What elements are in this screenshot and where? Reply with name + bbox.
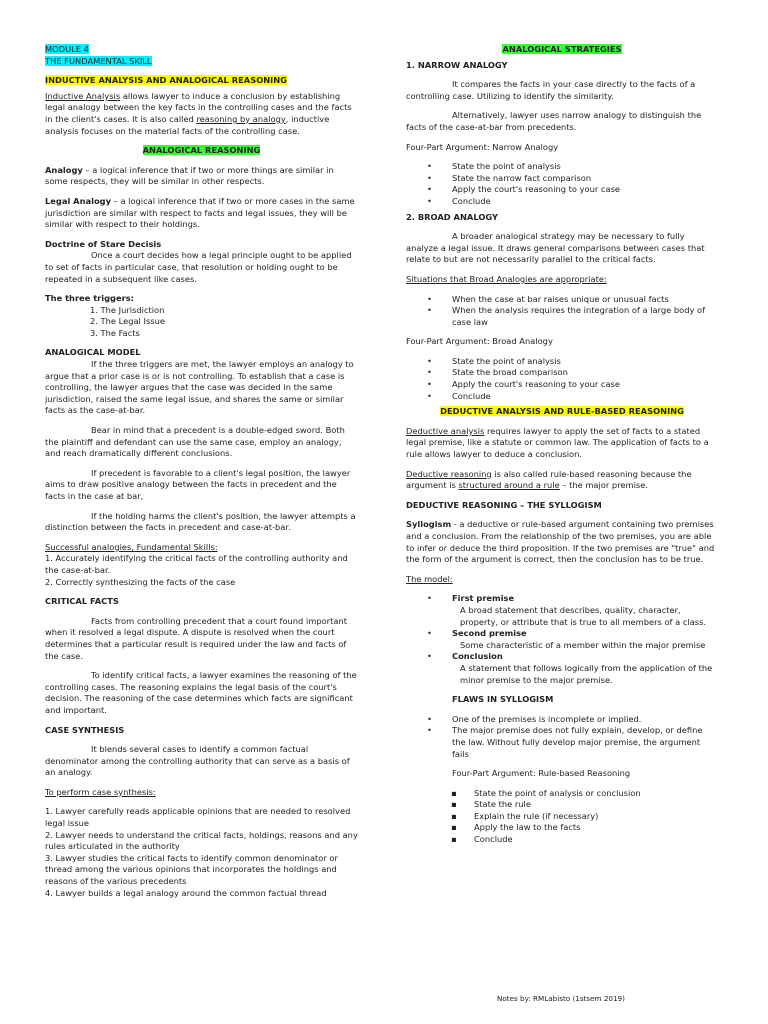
analogical-model-title: ANALOGICAL MODEL xyxy=(45,347,141,358)
syllogism-definition: Syllogism - a deductive or rule-based argument containing two premises and a conclusion. From the relationship of the two premises, you are able to infer or deduce the third proposition. If the two premises are "true" and the form of the argument is correct, then the conclusion has to be true. xyxy=(406,519,715,565)
analogical-strategies-heading: ANALOGICAL STRATEGIES xyxy=(502,44,622,54)
synthesis-step: 2. Lawyer needs to understand the critical facts, holdings, reasons and any rules articulated in the authority xyxy=(45,829,358,852)
list-item: • State the broad comparison xyxy=(452,367,718,379)
deductive-analysis-paragraph: Deductive analysis requires lawyer to apply the set of facts to a stated legal premise, like a statute or common law. The application of facts to a rule allows lawyer to deduce a conclusion. xyxy=(406,425,709,460)
list-item: • The major premise does not fully explain, develop, or define the law. Without fully develop major premise, the argument fails xyxy=(452,725,718,760)
list-item: • State the point of analysis xyxy=(452,161,718,173)
list-item: • Conclude xyxy=(452,196,718,208)
rule-four-part-label: Four-Part Argument: Rule-based Reasoning xyxy=(452,768,631,779)
deductive-heading: DEDUCTIVE ANALYSIS AND RULE-BASED REASONING xyxy=(440,406,684,417)
list-item: ▪ State the point of analysis or conclusion xyxy=(474,788,718,800)
deductive-reasoning-paragraph: Deductive reasoning is also called rule-based reasoning because the argument is structured around a rule – the major premise. xyxy=(406,468,692,491)
inductive-paragraph: Inductive Analysis allows lawyer to induce a conclusion by establishing legal analogy between the key facts in the controlling cases and the facts in the client's cases. It is also called reasoning by analogy, inductive analysis focuses on the material facts of the controlling case. xyxy=(45,90,352,136)
case-synthesis-subtitle: To perform case synthesis: xyxy=(45,786,156,797)
broad-situations-list xyxy=(406,294,718,329)
main-heading: INDUCTIVE ANALYSIS AND ANALOGICAL REASONING xyxy=(45,75,288,86)
model-paragraph: If the three triggers are met, the lawyer employs an analogy to argue that a prior case is or is not controlling. To establish that a case is controlling, the lawyer argues that the case was decided in the same jurisdiction, raised the same legal issue, and shares the same or similar facts as the case-at-bar. xyxy=(45,359,354,416)
synthesis-step: 1. Lawyer carefully reads applicable opinions that are needed to resolved legal issue xyxy=(45,806,351,829)
trigger-item: 1. The Jurisdiction xyxy=(90,304,165,315)
stare-decisis-title: Doctrine of Stare Decisis xyxy=(45,238,162,249)
broad-analogy-paragraph: A broader analogical strategy may be necessary to fully analyze a legal issue. It draws general comparisons between cases that relate to but are not necessarily parallel to the critical facts. xyxy=(406,231,705,265)
left-column xyxy=(45,44,358,899)
legal-analogy-definition: Legal Analogy – a logical inference that if two or more cases in the same jurisdiction are similar with respect to facts and legal issues, they will be similar with respect to their holdings. xyxy=(45,195,355,230)
model-paragraph: Bear in mind that a precedent is a double-edged sword. Both the plaintiff and defendant can use the same case, employ an analogy, and reach dramatically different conclusions. xyxy=(45,425,345,459)
list-item: ▪ Conclude xyxy=(474,834,718,846)
case-synthesis-paragraph: It blends several cases to identify a common factual denominator among the controlling authority that can serve as a basis of an analogy. xyxy=(45,744,350,778)
narrow-analogy-paragraph: Alternatively, lawyer uses narrow analogy to distinguish the facts of the case-at-bar from precedents. xyxy=(406,110,702,132)
list-item: • State the narrow fact comparison xyxy=(452,173,718,185)
synthesis-step: 4. Lawyer builds a legal analogy around the common factual thread xyxy=(45,887,327,898)
list-item: ▪ Apply the law to the facts xyxy=(474,822,718,834)
list-item: • When the analysis requires the integration of a large body of case law xyxy=(452,305,718,328)
flaws-list xyxy=(406,714,718,760)
critical-facts-paragraph: To identify critical facts, a lawyer examines the reasoning of the controlling cases. The reasoning explains the legal basis of the court's decision. The reasoning of the case determines which facts are significant and important. xyxy=(45,670,357,715)
premise-item: • Conclusion A statement that follows logically from the application of the minor premise to the major premise. xyxy=(452,651,718,686)
critical-facts-paragraph: Facts from controlling precedent that a court found important when it resolved a legal dispute. A dispute is resolved when the court determines that a particular result is required under the law and facts of the case. xyxy=(45,615,347,661)
narrow-analogy-paragraph: It compares the facts in your case directly to the facts of a controlling case. Utilizing to identify the similarity. xyxy=(406,79,696,101)
list-item: ▪ Explain the rule (if necessary) xyxy=(474,811,718,823)
module-label: MODULE 4 xyxy=(45,44,89,54)
skill-item: 1. Accurately identifying the critical facts of the controlling authority and the case-at-bar. xyxy=(45,553,348,575)
model-paragraph: If the holding harms the client's position, the lawyer attempts a distinction between the facts in precedent and case-at-bar. xyxy=(45,510,356,533)
broad-four-part-list xyxy=(406,356,718,402)
narrow-analogy-title: 1. NARROW ANALOGY xyxy=(406,59,508,70)
list-item: ▪ State the rule xyxy=(474,799,718,811)
list-item: • When the case at bar raises unique or unusual facts xyxy=(452,294,718,306)
critical-facts-title: CRITICAL FACTS xyxy=(45,596,119,607)
skill-item: 2. Correctly synthesizing the facts of the case xyxy=(45,576,236,587)
stare-decisis-text: Once a court decides how a legal principle ought to be applied to set of facts in particular case, that resolution or holding ought to be repeated in a subsequent like cases. xyxy=(45,250,352,284)
trigger-item: 2. The Legal Issue xyxy=(90,316,165,327)
flaws-title: FLAWS IN SYLLOGISM xyxy=(452,694,554,705)
model-paragraph: If precedent is favorable to a client's legal position, the lawyer aims to draw positive analogy between the facts in precedent and the facts in the case at bar, xyxy=(45,467,351,501)
analogical-reasoning-heading: ANALOGICAL REASONING xyxy=(142,145,261,156)
case-synthesis-title: CASE SYNTHESIS xyxy=(45,724,125,735)
premise-item: • Second premise Some characteristic of a member within the major premise xyxy=(452,628,718,651)
premise-item: • First premise A broad statement that describes, quality, character, property, or attribute that is true to all members of a class. xyxy=(452,593,718,628)
broad-four-part-label: Four-Part Argument: Broad Analogy xyxy=(406,336,553,347)
broad-analogy-title: 2. BROAD ANALOGY xyxy=(406,211,499,222)
narrow-four-part-list xyxy=(406,161,718,207)
list-item: • Conclude xyxy=(452,391,718,403)
synthesis-step: 3. Lawyer studies the critical facts to identify common denominator or thread among the various opinions that incorporates the holdings and reasons of the various precedents xyxy=(45,852,338,887)
triggers-title: The three triggers: xyxy=(45,293,134,304)
footer-notes: Notes by: RMLabisto (1stsem 2019) xyxy=(497,994,625,1003)
model-label: The model: xyxy=(406,573,453,584)
list-item: • One of the premises is incomplete or implied. xyxy=(452,714,718,726)
narrow-four-part-label: Four-Part Argument: Narrow Analogy xyxy=(406,141,559,152)
list-item: • Apply the court's reasoning to your case xyxy=(452,184,718,196)
syllogism-title: DEDUCTIVE REASONING – THE SYLLOGISM xyxy=(406,499,602,510)
list-item: • State the point of analysis xyxy=(452,356,718,368)
premises-list xyxy=(406,593,718,686)
rule-four-part-list xyxy=(406,788,718,846)
broad-situations-label: Situations that Broad Analogies are appropriate: xyxy=(406,273,607,284)
module-subtitle: THE FUNDAMENTAL SKILL xyxy=(45,55,152,66)
right-column xyxy=(406,44,718,846)
list-item: • Apply the court's reasoning to your case xyxy=(452,379,718,391)
trigger-item: 3. The Facts xyxy=(90,327,140,338)
skills-title: Successful analogies, Fundamental Skills: xyxy=(45,541,218,552)
analogy-definition: Analogy – a logical inference that if two or more things are similar in some respects, they will be similar in other respects. xyxy=(45,164,334,187)
